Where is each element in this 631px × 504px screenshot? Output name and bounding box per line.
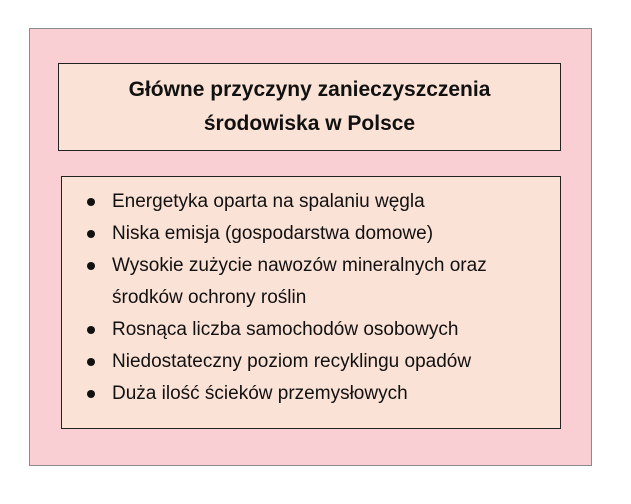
bullet-icon [87,198,95,206]
causes-list [62,186,560,410]
bullet-icon [87,390,95,398]
title-line-2: środowiska w Polsce [203,112,416,135]
list-item [62,378,560,410]
list-item [62,346,560,378]
list-item-text: Rosnąca liczba samochodów osobowych [112,319,459,340]
list-item [62,186,560,218]
list-item-text: Niedostateczny poziom recyklingu opadów [112,351,472,372]
list-item [62,250,560,314]
list-item-text: Wysokie zużycie nawozów mineralnych oraz środków ochrony roślin [112,255,487,308]
bullet-icon [87,358,95,366]
title-line-1: Główne przyczyny zanieczyszczenia [128,78,491,101]
bullet-icon [87,326,95,334]
bullet-icon [87,262,95,270]
page-title [129,73,491,141]
causes-box [61,176,561,429]
list-item-text: Energetyka oparta na spalaniu węgla [112,191,425,212]
bullet-icon [87,230,95,238]
outer-panel [29,28,592,466]
list-item [62,218,560,250]
title-box [58,63,561,151]
list-item [62,314,560,346]
list-item-text: Niska emisja (gospodarstwa domowe) [112,223,434,244]
list-item-text: Duża ilość ścieków przemysłowych [112,383,408,404]
